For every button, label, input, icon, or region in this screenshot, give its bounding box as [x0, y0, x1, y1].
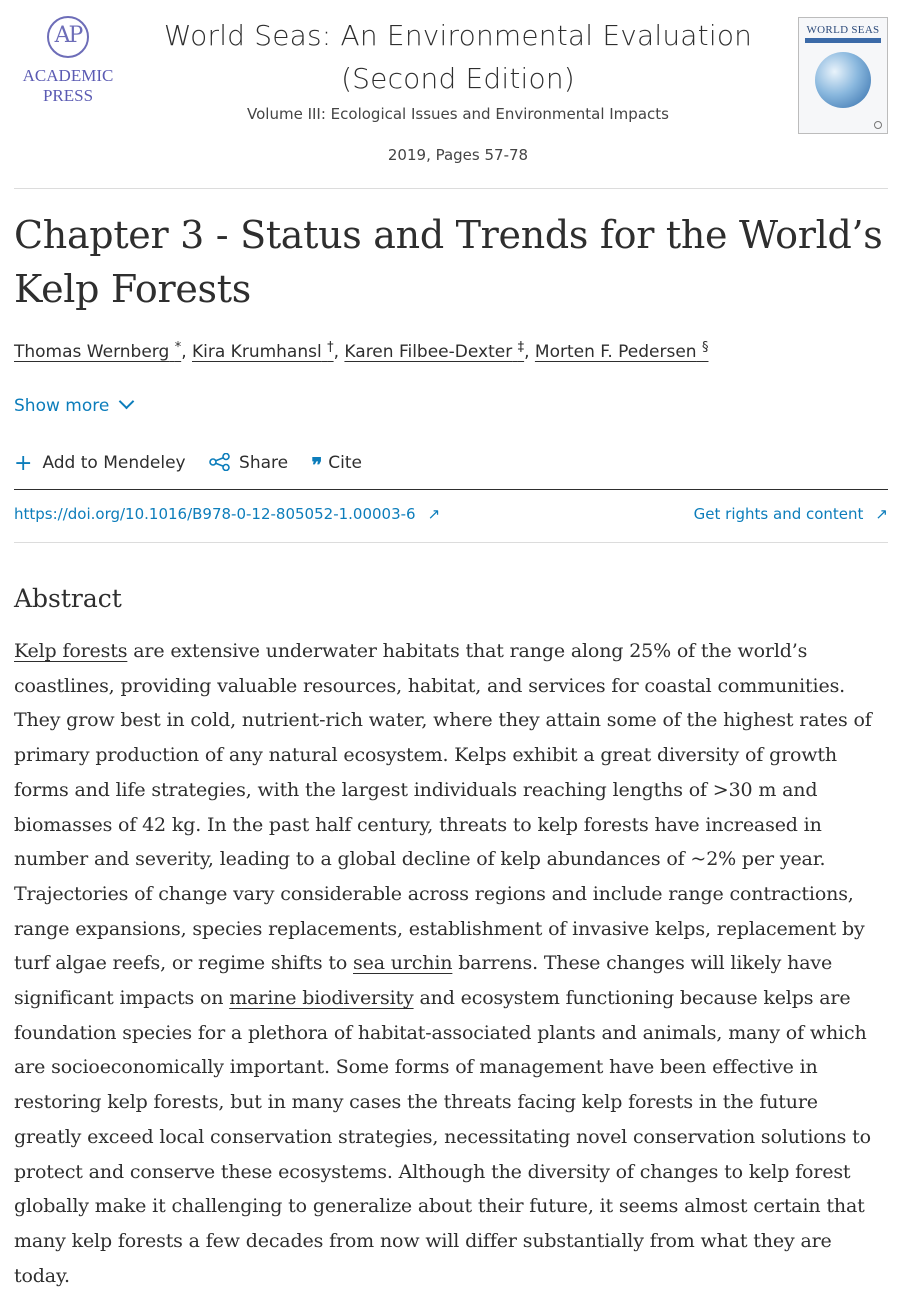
ap-logo-icon: AP — [47, 16, 89, 58]
keyword-link-marine-biodiversity[interactable]: marine biodiversity — [229, 987, 414, 1010]
cover-title: WORLD SEAS — [806, 24, 880, 36]
publisher-logo[interactable] — [14, 16, 122, 106]
share-icon — [209, 453, 231, 471]
keyword-link-sea-urchin[interactable]: sea urchin — [353, 952, 453, 975]
show-more-button[interactable] — [14, 396, 132, 416]
author-link[interactable]: Kira Krumhansl † — [192, 340, 334, 362]
rights-and-content-link[interactable]: Get rights and content ↗ — [693, 505, 888, 523]
author-link[interactable]: Karen Filbee-Dexter ‡ — [344, 340, 525, 362]
abstract-heading: Abstract — [14, 584, 122, 613]
doi-link[interactable]: https://doi.org/10.1016/B978-0-12-805052-1.00003-6 ↗ — [14, 505, 441, 523]
book-title[interactable]: World Seas: An Environmental Evaluation (Second Edition) — [163, 19, 753, 95]
author-link[interactable]: Thomas Wernberg * — [14, 340, 182, 362]
add-to-mendeley-button[interactable]: + Add to Mendeley — [14, 451, 186, 476]
book-pages: 2019, Pages 57-78 — [387, 146, 529, 164]
external-link-icon: ↗ — [427, 505, 441, 523]
keyword-link-kelp-forests[interactable]: Kelp forests — [14, 640, 128, 662]
book-cover-image[interactable] — [798, 17, 888, 134]
book-volume: Volume III: Ecological Issues and Environmental Impacts — [247, 105, 669, 123]
plus-icon: + — [14, 451, 33, 476]
chevron-down-icon — [119, 394, 135, 410]
article-actions — [14, 449, 380, 477]
external-link-icon: ↗ — [875, 505, 888, 523]
doi-bar — [14, 489, 888, 543]
cover-fine-print — [799, 114, 887, 120]
book-header — [14, 0, 888, 189]
cite-button[interactable]: ❞ Cite — [311, 453, 362, 477]
publisher-mark-icon — [874, 121, 882, 129]
abstract-text: Kelp forests are extensive underwater habitats that range along 25% of the world’s coastlines, providing valuable resources, habitat, and services for coastal communities. They grow best in cold, nutrient-rich water, where they attain some of the highest rates of primary production of any natural ecosystem. Kelps exhibit a great diversity of growth forms and life strategies, with the largest individuals reaching lengths of >30 m and biomasses of 42 kg. In the past half century, threats to kelp forests have increased in number and severity, leading to a global decline of kelp abundances of ~2% per year. Trajectories of change vary considerable across regions and include range contractions, range expansions, species replacements, establishment of invasive kelps, replacement by turf algae reefs, or regime shifts to sea urchin barrens. These changes will likely have significant impacts on marine biodiversity and ecosystem functioning because kelps are foundation species for a plethora of habitat-associated plants and animals, many of which are socioeconomically important. Some forms of management have been effective in restoring kelp forests, but in many cases the threats facing kelp forests in the future greatly exceed local conservation strategies, necessitating novel conservation solutions to protect and conserve these ecosystems. Although the diversity of changes to kelp forest globally make it challenging to generalize about their future, it seems almost certain that many kelp forests a few decades from now will differ substantially from what they are today. — [14, 640, 872, 1287]
author-list: Thomas Wernberg *, Kira Krumhansl †, Karen Filbee-Dexter ‡, Morten F. Pedersen § — [14, 340, 709, 362]
cover-band — [805, 38, 881, 43]
publisher-name: ACADEMIC PRESS — [22, 66, 114, 105]
author-link[interactable]: Morten F. Pedersen § — [534, 340, 709, 362]
article-page — [14, 0, 888, 1287]
show-more-label: Show more — [14, 396, 110, 416]
globe-icon — [815, 52, 871, 108]
quote-icon: ❞ — [311, 453, 321, 477]
share-button[interactable]: Share — [209, 453, 288, 473]
chapter-title: Chapter 3 - Status and Trends for the World’s Kelp Forests — [14, 213, 883, 311]
